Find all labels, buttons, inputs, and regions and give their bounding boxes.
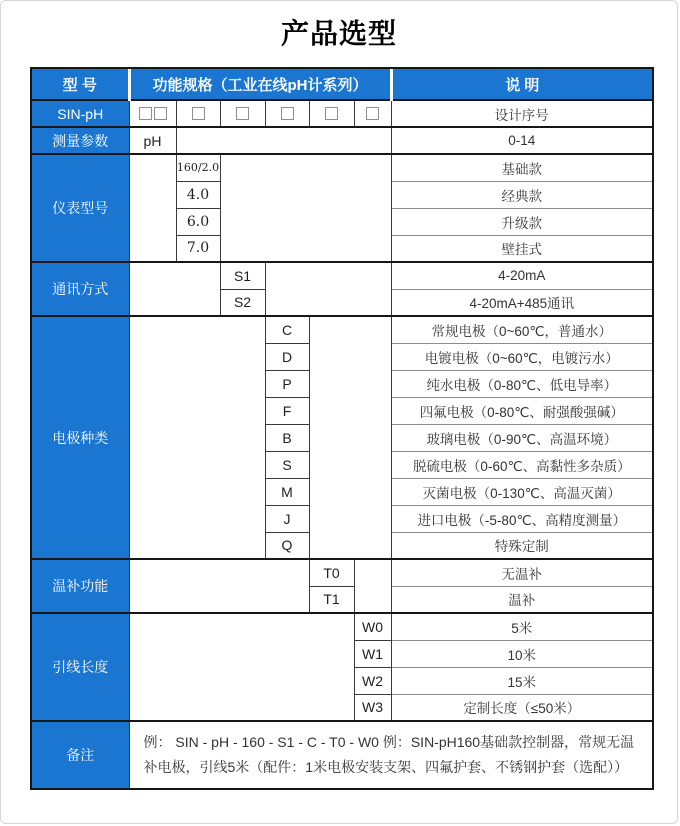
electrode-code: B [265,424,309,451]
wire-code: W3 [354,694,391,721]
wire-code: W1 [354,640,391,667]
header-desc: 说 明 [391,69,652,100]
instrument-desc: 升级款 [391,208,652,235]
electrode-row [32,316,652,343]
instrument-label: 仪表型号 [32,154,129,262]
electrode-label: 电极种类 [32,316,129,559]
temp-label: 温补功能 [32,559,129,613]
electrode-code: F [265,397,309,424]
instrument-desc: 基础款 [391,154,652,181]
comm-desc: 4-20mA [391,262,652,289]
electrode-code: C [265,316,309,343]
temp-desc: 无温补 [391,559,652,586]
empty-cell [129,154,176,262]
page-title: 产品选型 [280,18,397,49]
checkbox-icon [325,107,338,120]
param-row [32,127,652,154]
checkbox-icon [192,107,205,120]
comm-code: S1 [220,262,265,289]
empty-cell [354,559,391,613]
instrument-code: 4.0 [176,181,220,208]
electrode-code: S [265,451,309,478]
instrument-code: 7.0 [176,235,220,262]
electrode-desc: 四氟电极（0-80℃、耐强酸强碱） [391,397,652,424]
electrode-desc: 灭菌电极（0-130℃、高温灭菌） [391,478,652,505]
wire-code: W2 [354,667,391,694]
serial-box-cell [129,100,176,127]
electrode-code: Q [265,532,309,559]
serial-box-cell [309,100,354,127]
product-selection-table [30,67,654,790]
series-row [32,100,652,127]
instrument-row [32,154,652,181]
empty-cell [220,154,391,262]
electrode-desc: 进口电极（-5-80℃、高精度测量） [391,505,652,532]
comm-code: S2 [220,289,265,316]
wire-desc: 定制长度（≤50米） [391,694,652,721]
empty-cell [129,559,309,613]
comm-row [32,262,652,289]
header-model: 型 号 [32,69,129,100]
wire-code: W0 [354,613,391,640]
empty-cell [129,613,354,721]
wire-desc: 5米 [391,613,652,640]
param-label: 测量参数 [32,127,129,154]
wire-row [32,613,652,640]
temp-desc: 温补 [391,586,652,613]
electrode-desc: 纯水电极（0-80℃、低电导率） [391,370,652,397]
electrode-desc: 特殊定制 [391,532,652,559]
temp-code: T0 [309,559,354,586]
instrument-desc: 经典款 [391,181,652,208]
serial-box-cell [265,100,309,127]
instrument-code: 160/2.0 [176,154,220,181]
header-row [32,69,652,100]
checkbox-icon [366,107,379,120]
electrode-code: P [265,370,309,397]
electrode-desc: 玻璃电极（0-90℃、高温环境） [391,424,652,451]
electrode-code: D [265,343,309,370]
electrode-desc: 常规电极（0~60℃，普通水） [391,316,652,343]
param-desc: 0-14 [391,127,652,154]
empty-cell [129,316,265,559]
checkbox-icon [154,107,167,120]
instrument-desc: 壁挂式 [391,235,652,262]
temp-row [32,559,652,586]
empty-cell [309,316,391,559]
series-desc: 设计序号 [391,100,652,127]
wire-desc: 10米 [391,640,652,667]
remark-row [32,721,652,788]
comm-desc: 4-20mA+485通讯 [391,289,652,316]
serial-box-cell [220,100,265,127]
checkbox-icon [139,107,152,120]
electrode-desc: 脱硫电极（0-60℃、高黏性多杂质） [391,451,652,478]
header-spec: 功能规格（工业在线pH计系列） [129,69,391,100]
electrode-desc: 电镀电极（0~60℃，电镀污水） [391,343,652,370]
wire-label: 引线长度 [32,613,129,721]
checkbox-icon [236,107,249,120]
wire-desc: 15米 [391,667,652,694]
empty-cell [176,127,391,154]
electrode-code: J [265,505,309,532]
serial-box-cell [354,100,391,127]
serial-box-cell [176,100,220,127]
temp-code: T1 [309,586,354,613]
checkbox-icon [281,107,294,120]
param-code: pH [129,127,176,154]
empty-cell [129,262,220,316]
electrode-code: M [265,478,309,505]
remark-text: 例： SIN - pH - 160 - S1 - C - T0 - W0 例：SIN-pH160基础款控制器，常规无温补电极，引线5米（配件：1米电极安装支架、四氟护套、不锈钢护套（选配）） [129,721,652,788]
empty-cell [265,262,391,316]
comm-label: 通讯方式 [32,262,129,316]
series-label: SIN-pH [32,100,129,127]
remark-label: 备注 [32,721,129,788]
instrument-code: 6.0 [176,208,220,235]
